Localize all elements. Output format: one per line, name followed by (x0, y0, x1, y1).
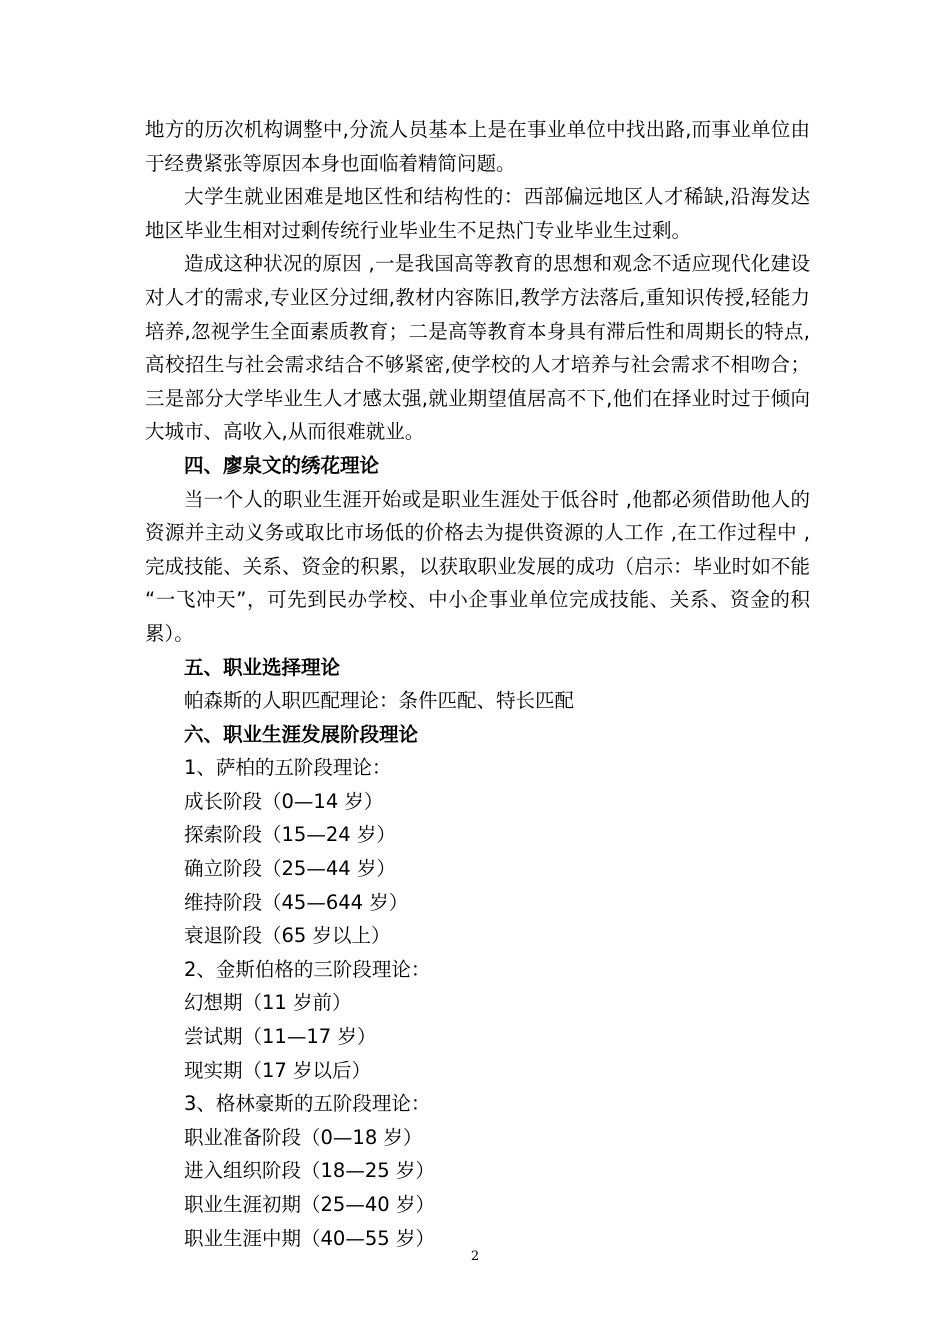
list-item: 确立阶段（25—44 岁） (184, 857, 396, 881)
paragraph: 当一个人的职业生涯开始或是职业生涯处于低谷时 ,他都必须借助他人的资源并主动义务或取比市场低的价格去为提供资源的人工作 ,在工作过程中 ,完成技能、关系、资金的积累，以获取职业发展的成功（启示：毕业时如不能 “一飞冲天”，可先到民办学校、中小企事业单位完成技能、关系、资金的积累）。 (145, 487, 810, 645)
list-item: 职业准备阶段（0—18 岁） (184, 1125, 423, 1149)
list-item: 探索阶段（15—24 岁） (184, 823, 396, 847)
list-item: 进入组织阶段（18—25 岁） (184, 1159, 435, 1183)
list-item: 帕森斯的人职匹配理论：条件匹配、特长匹配 (184, 689, 575, 713)
list-item: 成长阶段（0—14 岁） (184, 789, 384, 813)
list-item: 幻想期（11 岁前） (184, 991, 352, 1015)
page-number: 2 (470, 1249, 480, 1264)
paragraph: 地方的历次机构调整中,分流人员基本上是在事业单位中找出路,而事业单位由于经费紧张等原因本身也面临着精简问题。 (145, 118, 810, 175)
list-item: 尝试期（11—17 岁） (184, 1025, 377, 1049)
list-item: 3、格林豪斯的五阶段理论： (184, 1092, 431, 1116)
list-item: 衰退阶段（65 岁以上） (184, 924, 391, 948)
list-item: 2、金斯伯格的三阶段理论： (184, 957, 431, 981)
paragraph: 造成这种状况的原因 ,一是我国高等教育的思想和观念不适应现代化建设对人才的需求,专业区分过细,教材内容陈旧,教学方法落后,重知识传授,轻能力培养,忽视学生全面素质教育；二是高等教育本身具有滞后性和周期长的特点,高校招生与社会需求结合不够紧密,使学校的人才培养与社会需求不相吻合；三是部分大学毕业生人才感太强,就业期望值居高不下,他们在择业时过于倾向大城市、高收入,从而很难就业。 (145, 252, 810, 444)
section-heading: 四、廖泉文的绣花理论 (184, 453, 380, 477)
section-heading: 五、职业选择理论 (184, 655, 341, 679)
list-item: 职业生涯中期（40—55 岁） (184, 1226, 435, 1250)
list-item: 现实期（17 岁以后） (184, 1058, 372, 1082)
list-item: 职业生涯初期（25—40 岁） (184, 1193, 435, 1216)
paragraph: 大学生就业困难是地区性和结构性的：西部偏远地区人才稀缺,沿海发达地区毕业生相对过剩传统行业毕业生不足热门专业毕业生过剩。 (145, 185, 810, 242)
list-item: 维持阶段（45—644 岁） (184, 890, 409, 914)
document-body (145, 113, 810, 1255)
list-item: 1、萨柏的五阶段理论： (184, 756, 392, 780)
section-heading: 六、职业生涯发展阶段理论 (184, 722, 419, 746)
